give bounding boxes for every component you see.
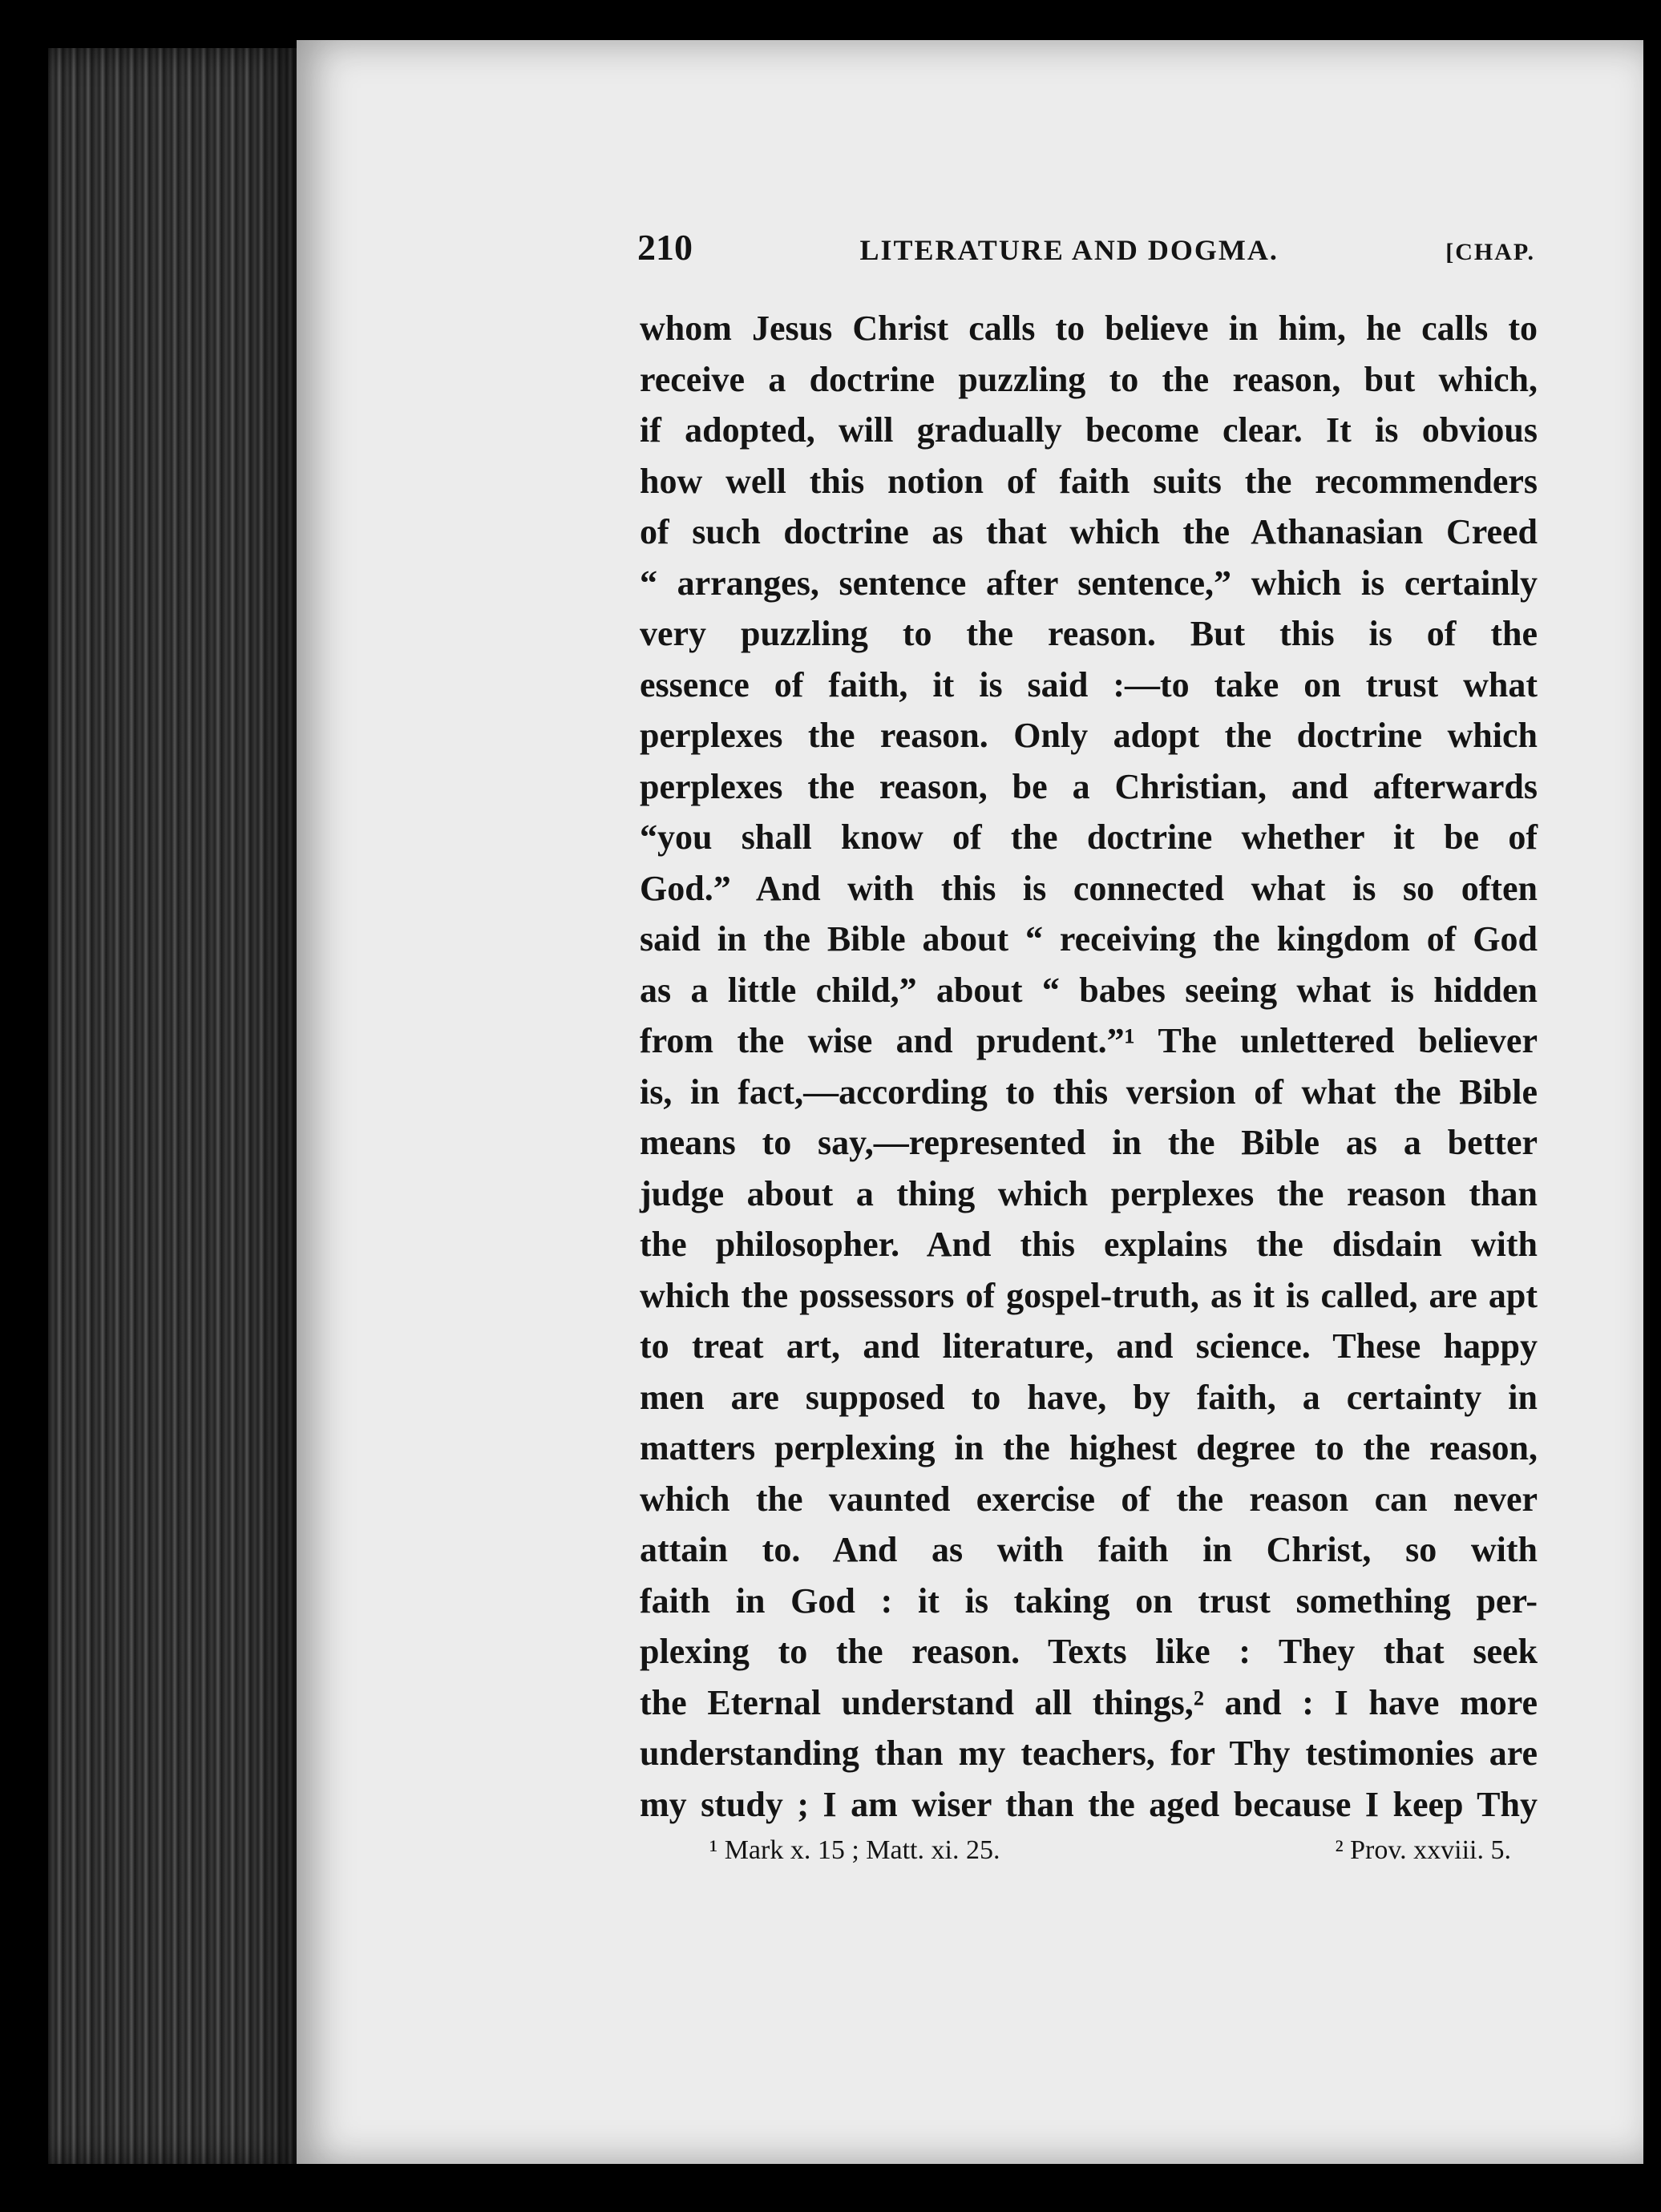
text-line: plexing to the reason. Texts like : They that seek xyxy=(640,1632,1538,1671)
text-line: which the possessors of gospel-truth, as it is called, are apt xyxy=(640,1275,1538,1315)
text-line: as a little child,” about “ babes seeing what is hidden xyxy=(640,970,1538,1010)
text-line: the philosopher. And this explains the disdain with xyxy=(640,1225,1538,1264)
text-line: men are supposed to have, by faith, a certainty in xyxy=(640,1377,1538,1417)
text-line: judge about a thing which perplexes the reason than xyxy=(640,1173,1538,1213)
text-line: receive a doctrine puzzling to the reason, but which, xyxy=(640,359,1538,399)
text-line: very puzzling to the reason. But this is of the xyxy=(640,614,1538,653)
text-line: attain to. And as with faith in Christ, so with xyxy=(640,1530,1538,1569)
text-line: which the vaunted exercise of the reason can never xyxy=(640,1479,1538,1519)
text-line: of such doctrine as that which the Athanasian Creed xyxy=(640,512,1538,551)
text-line: to treat art, and literature, and science. These happy xyxy=(640,1326,1538,1366)
text-line: from the wise and prudent.”¹ The unlettered believer xyxy=(640,1021,1538,1060)
footnote: ¹ Mark x. 15 ; Matt. xi. 25. xyxy=(709,1835,1000,1865)
text-line: means to say,—represented in the Bible as a better xyxy=(640,1123,1538,1162)
footnotes xyxy=(709,1835,1511,1866)
chapter-mark: [CHAP. xyxy=(1445,239,1535,265)
text-line: perplexes the reason. Only adopt the doctrine which xyxy=(640,716,1538,755)
text-line: “ arranges, sentence after sentence,” which is certainly xyxy=(640,563,1538,603)
page-number: 210 xyxy=(637,227,693,268)
text-line: whom Jesus Christ calls to believe in him, he calls to xyxy=(640,309,1538,348)
text-line: said in the Bible about “ receiving the kingdom of God xyxy=(640,919,1538,959)
book-page-edges xyxy=(48,48,305,2164)
page-header xyxy=(637,226,1535,274)
footnote: ² Prov. xxviii. 5. xyxy=(1335,1835,1511,1865)
text-line: understanding than my teachers, for Thy testimonies are xyxy=(640,1734,1538,1773)
text-line: God.” And with this is connected what is so often xyxy=(640,868,1538,908)
running-title: LITERATURE AND DOGMA. xyxy=(859,234,1279,266)
text-line: “you shall know of the doctrine whether it be of xyxy=(640,817,1538,857)
text-line: if adopted, will gradually become clear. It is obvious xyxy=(640,410,1538,450)
text-line: essence of faith, it is said :—to take on trust what xyxy=(640,664,1538,704)
body-text xyxy=(640,303,1538,1830)
text-line: matters perplexing in the highest degree to the reason, xyxy=(640,1428,1538,1467)
text-line: how well this notion of faith suits the recommenders xyxy=(640,461,1538,501)
text-line: my study ; I am wiser than the aged because I keep Thy xyxy=(640,1784,1538,1824)
text-line: the Eternal understand all things,² and : I have more xyxy=(640,1682,1538,1722)
text-line: is, in fact,—according to this version of what the Bible xyxy=(640,1072,1538,1112)
text-line: perplexes the reason, be a Christian, and afterwards xyxy=(640,766,1538,806)
text-line: faith in God : it is taking on trust something per- xyxy=(640,1580,1538,1621)
